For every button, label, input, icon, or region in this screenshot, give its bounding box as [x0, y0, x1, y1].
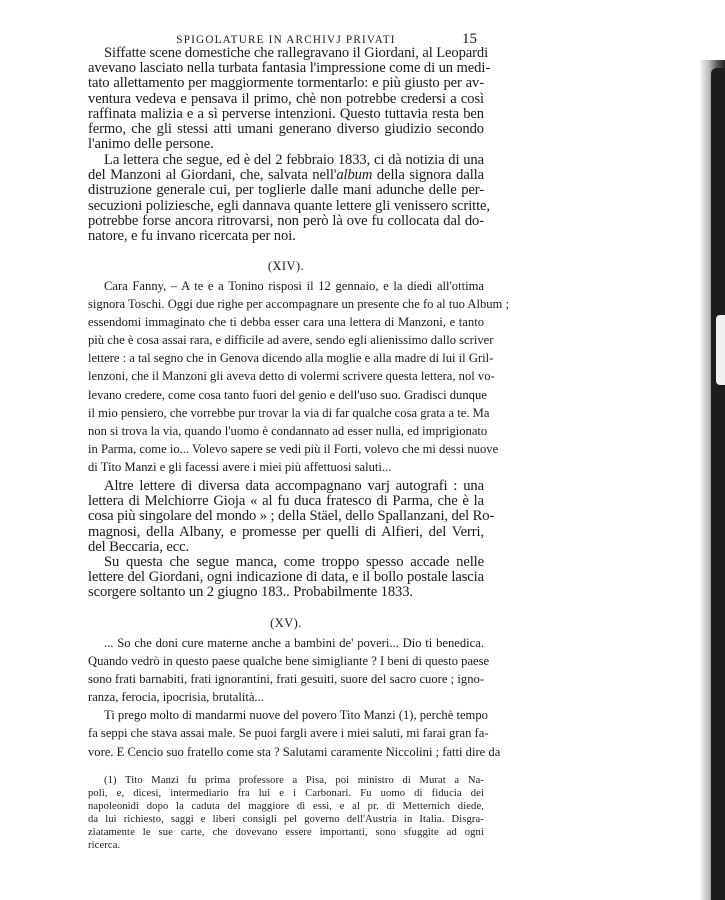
- text-line: sono frati barnabiti, frati ignorantini, frati gesuiti, suore del sacro cuore ; igno-: [88, 672, 484, 687]
- text-line: in Parma, come io... Volevo sapere se vedi più il Forti, volevo che mi dessi nuove: [88, 441, 499, 456]
- text-line: raffinata malizia e a sì perverse intenzioni. Questo tuttavia resta ben: [88, 105, 484, 122]
- text-line: fermo, che gli stessi atti umani generano diverso giudizio secondo: [88, 121, 484, 138]
- text-line: l'animo delle persone.: [88, 136, 214, 153]
- text-line: La lettera che segue, ed è del 2 febbraio 1833, ci dà notizia di una: [104, 152, 484, 168]
- text-line: fa seppi che stava assai male. Se puoi fargli avere i miei saluti, mi farai gran fa-: [88, 726, 489, 741]
- letter-xiv: [88, 277, 509, 476]
- text-line: Quando vedrò in questo paese qualche bene simigliante ? I beni di questo paese: [88, 654, 490, 669]
- text-line: ventura vedeva e pensava il primo, chè non potrebbe credersi a così: [88, 90, 484, 107]
- text-line: secuzioni poliziesche, egli dannava quante lettere gli venissero scritte,: [88, 197, 490, 214]
- text-line: ranza, ferocia, ipocrisia, brutalità...: [88, 690, 264, 705]
- paragraph-2: [88, 152, 490, 245]
- italic-word: album: [336, 167, 373, 184]
- footnote: [88, 774, 484, 853]
- text-line: ... So che doni cure materne anche a bambini de' poveri... Dio ti benedica.: [104, 636, 484, 650]
- text-line: vore. E Cencio suo fratello come sta ? Salutami caramente Niccolini ; fatti dire da: [88, 744, 501, 759]
- text-line: poli, e, dicesi, intermediario fra lui e i Carbonari. Fu uomo di fiducia dei: [88, 788, 484, 800]
- text-line: ricerca.: [88, 840, 121, 852]
- section-heading-xiv: (XIV).: [267, 259, 305, 273]
- paragraph-1: [88, 45, 491, 153]
- text-line: essendomi immaginato che ti debba esser cara una lettera di Manzoni, e tanto: [88, 315, 484, 330]
- text-line: del Beccaria, ecc.: [88, 538, 190, 555]
- paragraph-3: [88, 478, 495, 555]
- text-line: Altre lettere di diversa data accompagnano varj autografi : una: [104, 478, 484, 494]
- running-header: SPIGOLATURE IN ARCHIVJ PRIVATI: [176, 34, 396, 46]
- text-line: levano credere, come cosa tanto fuori del genio e dell'uso suo. Gradisci dunque: [88, 387, 487, 402]
- text-line: cosa più singolare del mondo » ; della Stäel, dello Spallanzani, del Ro-: [88, 508, 495, 525]
- text-line: distruzione generale cui, per toglierle dalle mani adunche delle per-: [88, 182, 484, 199]
- letter-xv: [88, 634, 501, 761]
- text-line: lenzoni, che il Manzoni gli aveva detto di volermi scrivere questa lettera, nol vo-: [88, 369, 495, 384]
- text-line: potrebbe forse ancora ritrovarsi, non però là ove fu collocata dal do-: [88, 212, 484, 229]
- text-line: [88, 168, 484, 183]
- text-line: tato allettamento per maggiormente tormentarlo: e più giusto per av-: [88, 75, 484, 92]
- text-run: della signora dalla: [372, 167, 484, 184]
- text-line: signora Toschi. Oggi due righe per accompagnare un presente che fo al tuo Album ;: [88, 297, 509, 312]
- text-line: di Tito Manzi e gli facessi avere i miei più affettuosi saluti...: [88, 459, 392, 474]
- text-line: ziatamente le sue carte, che dovevano essere importanti, sono sfuggite ad ogni: [88, 827, 484, 839]
- text-line: natore, e fu invano ricercata per noi.: [88, 228, 296, 245]
- text-line: Siffatte scene domestiche che rallegravano il Giordani, al Leopardi: [104, 45, 489, 61]
- text-line: lettere : a tal segno che in Genova dicendo alla moglie e alla madre di lui il Gril-: [88, 351, 494, 366]
- section-heading-xv: (XV).: [270, 616, 302, 630]
- text-line: scorgere soltanto un 2 giugno 183.. Probabilmente 1833.: [88, 584, 413, 601]
- text-line: magnosi, della Albany, e promesse per quelli di Alfieri, del Verri,: [88, 523, 484, 540]
- text-line: da lui richiesto, saggi e liberi consigli pel governo dell'Austria in Italia. Disgra-: [88, 814, 484, 826]
- text-line: lettera di Melchiorre Gioja « al fu duca fratesco di Parma, che è la: [88, 493, 484, 510]
- spine-highlight: [716, 315, 725, 385]
- page-number: 15: [462, 31, 477, 47]
- paragraph-4: [88, 555, 484, 601]
- text-line: Su questa che segue manca, come troppo spesso accade nelle: [104, 554, 484, 570]
- text-line: più che è cosa assai rara, e difficile ad avere, sendo egli alienissimo dallo scriver: [88, 333, 494, 348]
- text-line: (1) Tito Manzi fu prima professore a Pisa, poi ministro di Murat a Na-: [104, 775, 484, 786]
- text-line: avevano lasciato nella turbata fantasia l'impressione come di un medi-: [88, 60, 491, 77]
- text-line: non si trova la via, quando l'uomo è condannato ad esser nulla, ed imprigionato: [88, 423, 488, 438]
- text-line: lettere del Giordani, ogni indicazione di data, e il bollo postale lascia: [88, 569, 484, 586]
- text-line: Ti prego molto di mandarmi nuove del povero Tito Manzi (1), perchè tempo: [104, 708, 488, 723]
- book-spine: [711, 68, 725, 900]
- text-line: il mio pensiero, che vorrebbe pur trovar la via di far qualche cosa grata a te. Ma: [88, 405, 490, 420]
- text-line: napoleonidi dopo la caduta del maggiore di essi, e al pr. di Metternich diede,: [88, 801, 484, 813]
- text-run: del Manzoni al Giordani, che, salvata nell': [88, 167, 337, 184]
- text-line: Cara Fanny, – A te e a Tonino risposi il 12 gennaio, e la diedi all'ottima: [104, 279, 484, 293]
